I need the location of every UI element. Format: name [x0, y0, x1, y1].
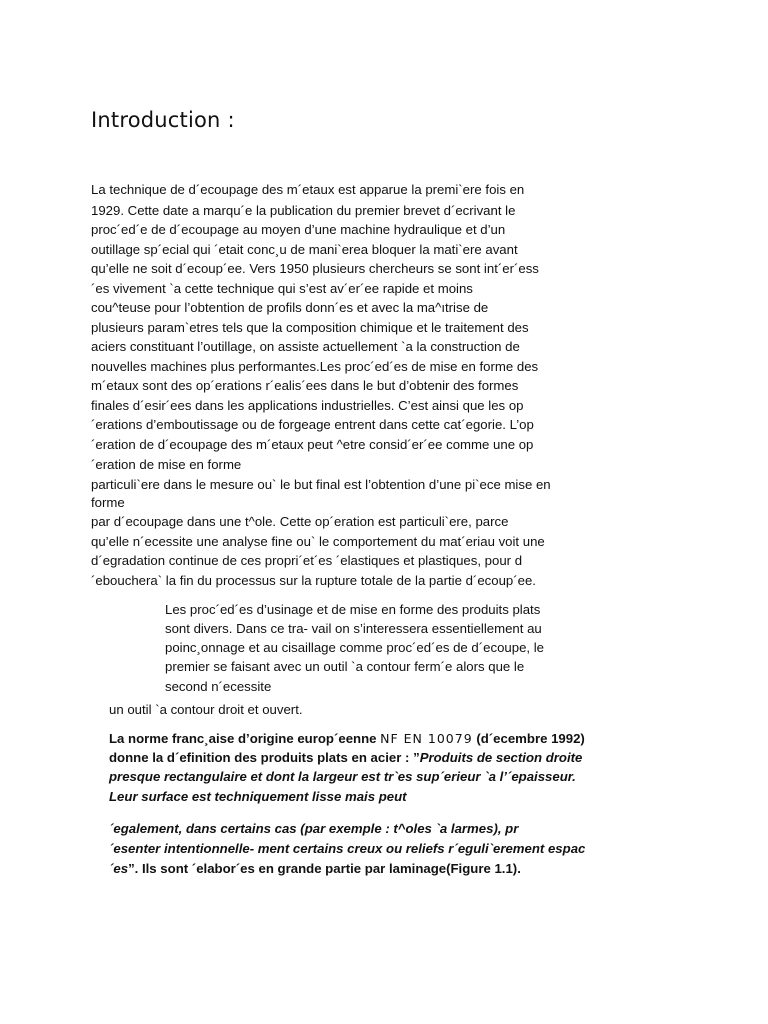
text-fragment: ´es: [109, 861, 129, 876]
definition-intro: donne la d´efinition des produits plats en acier : ”: [109, 750, 420, 765]
figure-reference: ”. Ils sont ´elabor´es en grande partie par laminage(Figure 1.1).: [128, 861, 521, 876]
text-line: [109, 859, 521, 878]
text-line: ´eration de mise en forme: [91, 457, 242, 472]
text-line: particuli`ere dans le mesure ou` le but final est l’obtention d’une pi`ece mise en: [91, 477, 551, 492]
text-line: 1929. Cette date a marqu´e la publication du premier brevet d´ecrivant le: [91, 203, 516, 218]
text-line: presque rectangulaire et dont la largeur est tr`es sup´erieur `a l’´epaisseur.: [109, 769, 576, 784]
text-line: ´eration de d´ecoupage des m´etaux peut ^etre consid´er´ee comme une op: [91, 437, 534, 452]
text-line: proc´ed´e de d´ecoupage au moyen d’une machine hydraulique et d’un: [91, 222, 506, 237]
text-line: [109, 748, 582, 767]
text-line: forme: [91, 495, 125, 510]
text-line: ´es vivement `a cette technique qui s’est av´er´ee rapide et moins: [91, 281, 473, 296]
text-line: m´etaux sont des op´erations r´ealis´ees dans le but d’obtenir des formes: [91, 378, 519, 393]
text-line: ´ebouchera` la fin du processus sur la rupture totale de la partie d´ecoup´ee.: [91, 573, 536, 588]
text-line: second n´ecessite: [165, 679, 272, 694]
text-line: nouvelles machines plus performantes.Les proc´ed´es de mise en forme des: [91, 359, 539, 374]
text-line: poinc¸onnage et au cisaillage comme proc´ed´es de d´ecoupe, le: [165, 640, 544, 655]
text-line: ´erations d’emboutissage ou de forgeage entrent dans cette cat´egorie. L’op: [91, 417, 534, 432]
text-line: sont divers. Dans ce tra- vail on s’interessera essentiellement au: [165, 621, 542, 636]
norm-intro: La norme franc¸aise d’origine europ´eenne: [109, 731, 381, 746]
text-line: premier se faisant avec un outil `a contour ferm´e alors que le: [165, 659, 525, 674]
text-line: par d´ecoupage dans une t^ole. Cette op´eration est particuli`ere, parce: [91, 514, 509, 529]
text-line: un outil `a contour droit et ouvert.: [109, 702, 303, 717]
text-line: qu’elle n´ecessite une analyse fine ou` le comportement du mat´eriau voit une: [91, 534, 545, 549]
text-line: d´egradation continue de ces propri´et´es ´elastiques et plastiques, pour d: [91, 553, 523, 568]
text-line: aciers constituant l’outillage, on assiste actuellement `a la construction de: [91, 339, 520, 354]
text-line: [109, 729, 585, 748]
text-line: plusieurs param`etres tels que la composition chimique et le traitement des: [91, 320, 529, 335]
text-line: Leur surface est techniquement lisse mais peut: [109, 789, 407, 804]
text-line: La technique de d´ecoupage des m´etaux est apparue la premi`ere fois en: [91, 182, 525, 197]
norm-date: (d´ecembre 1992): [472, 731, 585, 746]
text-line: Les proc´ed´es d’usinage et de mise en forme des produits plats: [165, 602, 541, 617]
text-line: outillage sp´ecial qui ´etait conc¸u de mani`erea bloquer la mati`ere avant: [91, 242, 518, 257]
text-line: finales d´esir´ees dans les applications industrielles. C’est ainsi que les op: [91, 398, 524, 413]
page-title: Introduction :: [91, 108, 235, 132]
norm-code: NF EN 10079: [380, 731, 473, 746]
definition-quote: Produits de section droite: [419, 750, 583, 765]
text-line: cou^teuse pour l’obtention de profils donn´es et avec la ma^ıtrise de: [91, 300, 489, 315]
text-line: qu’elle ne soit d´ecoup´ee. Vers 1950 plusieurs chercheurs se sont int´er´ess: [91, 261, 539, 276]
text-line: ´esenter intentionnelle- ment certains creux ou reliefs r´eguli`erement espac: [109, 841, 586, 856]
text-line: ´egalement, dans certains cas (par exemple : t^oles `a larmes), pr: [109, 821, 519, 836]
